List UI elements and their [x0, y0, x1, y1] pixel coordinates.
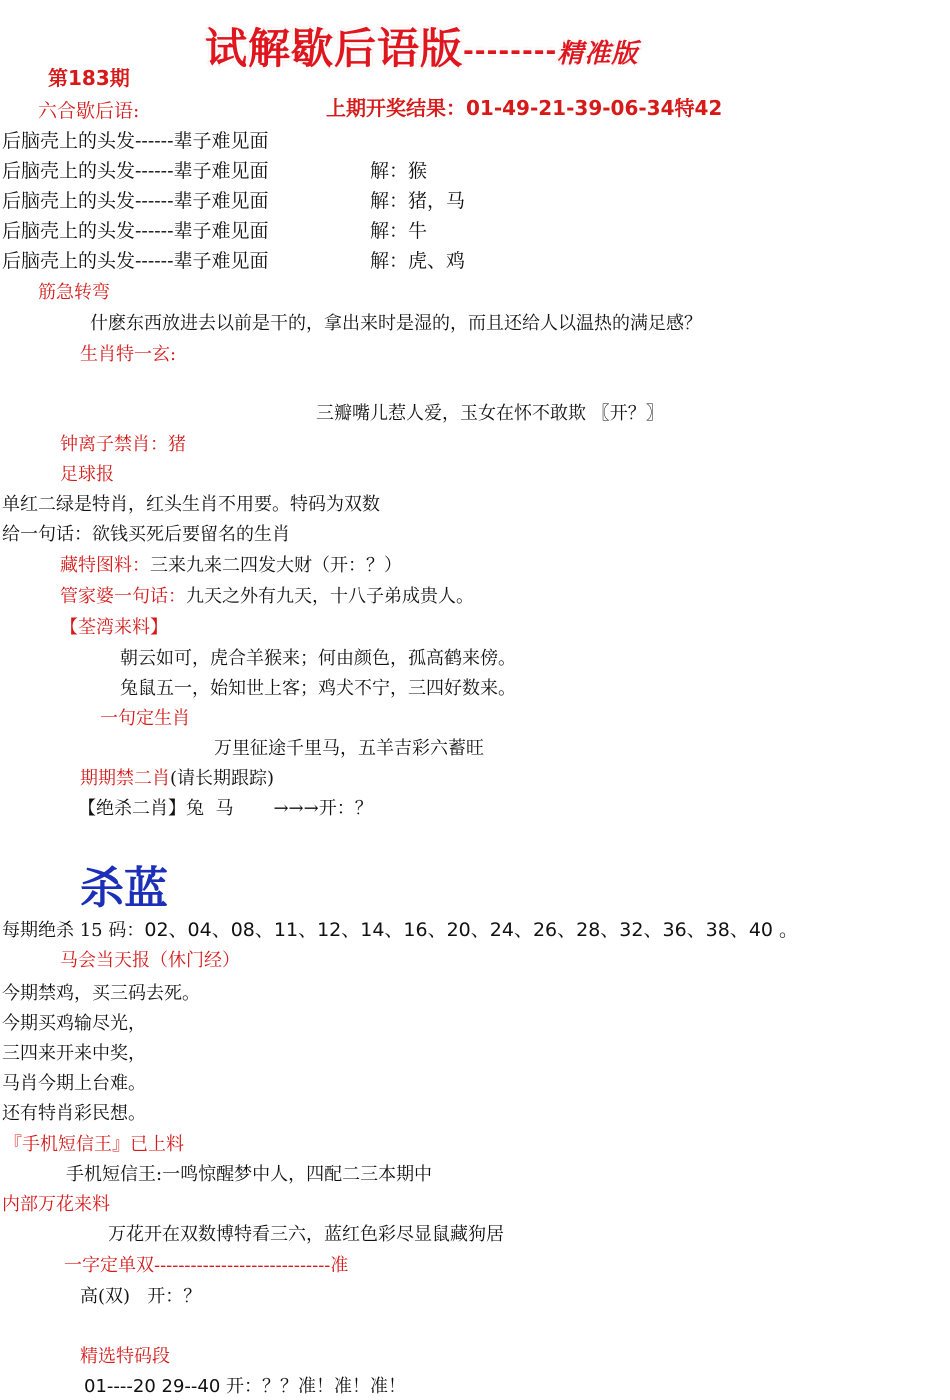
sms-king-label: 『手机短信王』已上料: [4, 1134, 184, 1155]
kill-two-label: 【绝杀二肖】: [78, 798, 186, 819]
sms-king-text: 手机短信王:一鸣惊醒梦中人，四配二三本期中: [66, 1164, 433, 1185]
kill-two-arrow: →→→开：？: [273, 798, 373, 819]
xiehouyu-riddle: 后脑壳上的头发------辈子难见面: [2, 130, 269, 152]
football-line: 给一句话：欲钱买死后要留名的生肖: [2, 524, 290, 545]
kill-blue-row: [2, 915, 798, 942]
xiehouyu-answer: 解：猪，马: [370, 190, 466, 212]
kill-blue-numbers: 02、04、08、11、12、14、16、20、24、26、28、32、36、38、40 。: [144, 919, 799, 941]
selected-range-row: [84, 1372, 406, 1398]
xiehouyu-riddle: 后脑壳上的头发------辈子难见面: [2, 160, 269, 182]
one-sentence-text: 万里征途千里马，五羊吉彩六蓄旺: [214, 738, 484, 759]
headline-tagline: 精准版: [557, 39, 639, 69]
wanhua-label: 内部万花来料: [2, 1194, 110, 1215]
headline-dashes: --------: [463, 36, 558, 67]
special-zodiac-text: 三瓣嘴儿惹人爱，玉女在怀不敢欺 〖开？〗: [316, 403, 664, 424]
housekeeper-label: 管家婆一句话：: [60, 586, 186, 607]
horse-daily-line: 今期禁鸡，买三码去死。: [2, 983, 200, 1004]
ban-two-label: 期期禁二肖: [80, 768, 170, 789]
selected-range-value: 01----20 29--40: [84, 1376, 221, 1397]
taiwan-line: 兔鼠五一，始知世上客；鸡犬不宁，三四好数来。: [120, 678, 516, 699]
hidden-pic-row: [60, 551, 402, 577]
football-label: 足球报: [60, 464, 114, 485]
housekeeper-text: 九天之外有九天，十八子弟成贵人。: [186, 586, 474, 607]
housekeeper-row: [60, 582, 474, 608]
xiehouyu-riddle: 后脑壳上的头发------辈子难见面: [2, 220, 269, 242]
wanhua-text: 万花开在双数博特看三六，蓝红色彩尽显鼠藏狗居: [108, 1224, 504, 1245]
xiehouyu-riddle: 后脑壳上的头发------辈子难见面: [2, 190, 269, 212]
single-double-text: 高(双) 开：？: [80, 1286, 202, 1307]
horse-daily-line: 三四来开来中奖，: [2, 1043, 146, 1064]
issue-number: 第183期: [48, 66, 130, 90]
one-sentence-label: 一句定生肖: [100, 708, 190, 729]
horse-daily-line: 马肖今期上台难。: [2, 1073, 146, 1094]
zhongli-label: 钟离子禁肖：猪: [60, 434, 186, 455]
horse-daily-line: 还有特肖彩民想。: [2, 1103, 146, 1124]
last-result: [326, 92, 722, 121]
kill-blue-prefix: 每期绝杀 15 码：: [2, 920, 145, 941]
hidden-pic-label: 藏特图料：: [60, 555, 150, 576]
brain-teaser-label: 筋急转弯: [38, 282, 110, 303]
single-double-label: 一字定单双-----------------------------准: [64, 1255, 349, 1276]
last-result-label: 上期开奖结果：: [326, 96, 466, 120]
headline-title: 试解歇后语版: [205, 24, 464, 73]
xiehouyu-answer: 解：虎、鸡: [370, 250, 466, 272]
selected-range-result: 开：？？准！准！准！: [226, 1376, 407, 1397]
xiehouyu-riddle: 后脑壳上的头发------辈子难见面: [2, 250, 269, 272]
kill-two-text: 兔 马: [186, 798, 234, 819]
last-result-value: 01-49-21-39-06-34特42: [466, 96, 723, 120]
xiehouyu-label: 六合歇后语:: [38, 100, 140, 122]
special-zodiac-label: 生肖特一玄:: [80, 344, 177, 365]
xiehouyu-answer: 解：牛: [370, 220, 428, 242]
taiwan-label: 【荃湾来料】: [60, 617, 168, 638]
brain-teaser-text: 什麽东西放进去以前是干的，拿出来时是湿的，而且还给人以温热的满足感？: [90, 313, 702, 334]
ban-two-row: [80, 764, 274, 790]
ban-two-note: (请长期跟踪): [170, 768, 275, 789]
taiwan-line: 朝云如可，虎合羊猴来；何由颜色，孤高鹤来傍。: [120, 648, 516, 669]
hidden-pic-text: 三来九来二四发大财（开：？）: [150, 555, 402, 576]
kill-two-row: [78, 794, 373, 820]
football-line: 单红二绿是特肖，红头生肖不用要。特码为双数: [2, 494, 380, 515]
horse-daily-label: 马会当天报（休门经）: [60, 950, 240, 971]
xiehouyu-answer: 解：猴: [370, 160, 428, 182]
page-headline: [205, 16, 638, 76]
kill-blue-title: 杀蓝: [80, 863, 168, 914]
horse-daily-line: 今期买鸡输尽光，: [2, 1013, 146, 1034]
selected-range-label: 精选特码段: [80, 1346, 170, 1367]
